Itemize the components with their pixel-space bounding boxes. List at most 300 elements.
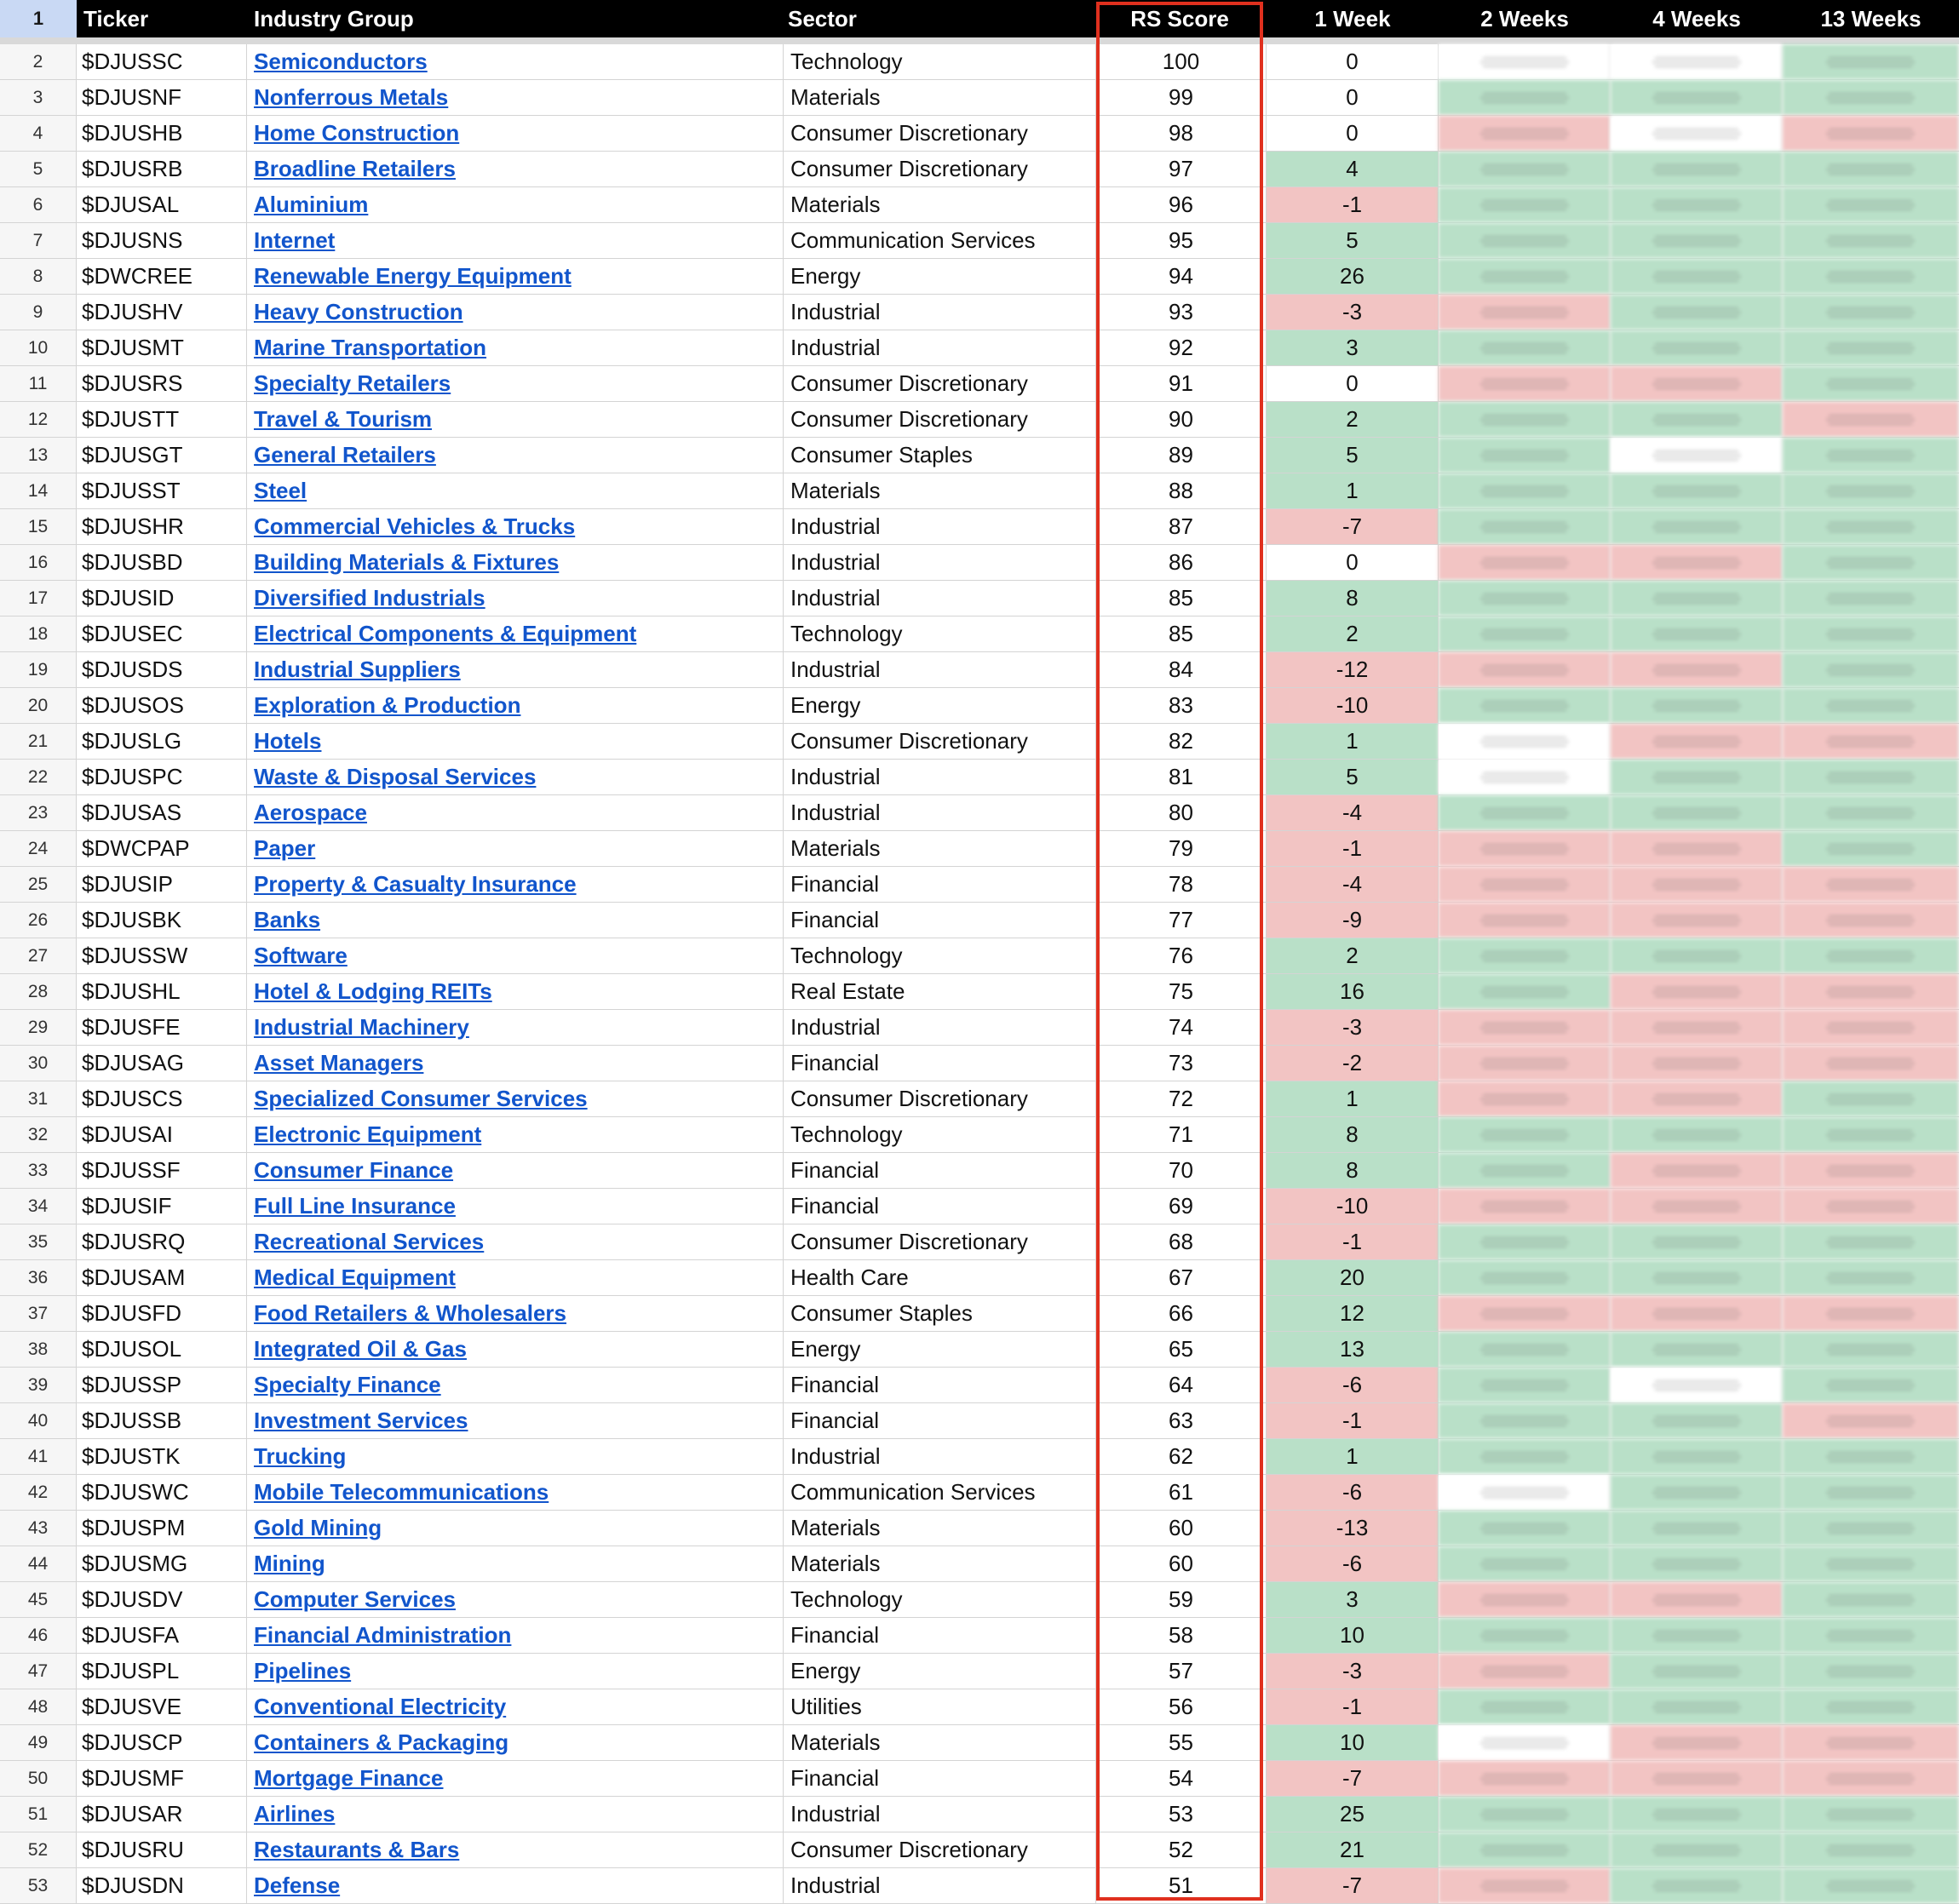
week-1-change-cell[interactable]: 8 — [1267, 581, 1439, 616]
industry-group-cell[interactable] — [247, 116, 784, 151]
ticker-cell[interactable]: $DJUSHB — [77, 116, 247, 151]
industry-group-link[interactable]: Computer Services — [254, 1586, 456, 1612]
sector-cell[interactable]: Materials — [784, 187, 1096, 222]
week-4-change-cell[interactable] — [1611, 152, 1783, 186]
week-13-change-cell[interactable] — [1783, 473, 1959, 508]
week-13-change-cell[interactable] — [1783, 1797, 1959, 1832]
sector-cell[interactable]: Industrial — [784, 795, 1096, 830]
rs-score-cell[interactable]: 64 — [1096, 1368, 1267, 1402]
week-1-change-cell[interactable]: -9 — [1267, 903, 1439, 938]
industry-group-link[interactable]: Defense — [254, 1872, 341, 1898]
industry-group-cell[interactable] — [247, 1582, 784, 1617]
ticker-cell[interactable]: $DJUSTK — [77, 1439, 247, 1474]
week-1-change-cell[interactable]: 5 — [1267, 760, 1439, 794]
week-4-change-cell[interactable] — [1611, 1582, 1783, 1617]
column-header-rs-score[interactable]: RS Score — [1130, 6, 1229, 32]
week-1-change-cell[interactable]: -7 — [1267, 1868, 1439, 1903]
week-2-change-cell[interactable] — [1439, 1010, 1611, 1045]
ticker-cell[interactable]: $DWCPAP — [77, 831, 247, 866]
week-2-change-cell[interactable] — [1439, 867, 1611, 902]
industry-group-cell[interactable] — [247, 1296, 784, 1331]
ticker-cell[interactable]: $DJUSVE — [77, 1689, 247, 1724]
rs-score-cell[interactable]: 95 — [1096, 223, 1267, 258]
industry-group-link[interactable]: Specialty Finance — [254, 1372, 441, 1397]
week-13-change-cell[interactable] — [1783, 509, 1959, 544]
rs-score-cell[interactable]: 76 — [1096, 938, 1267, 973]
industry-group-cell[interactable] — [247, 867, 784, 902]
sector-cell[interactable]: Financial — [784, 1403, 1096, 1438]
row-number[interactable]: 17 — [0, 581, 77, 616]
week-13-change-cell[interactable] — [1783, 1439, 1959, 1474]
week-13-change-cell[interactable] — [1783, 1296, 1959, 1331]
week-2-change-cell[interactable] — [1439, 259, 1611, 294]
week-1-change-cell[interactable]: 0 — [1267, 44, 1439, 79]
week-1-change-cell[interactable]: 13 — [1267, 1332, 1439, 1367]
rs-score-cell[interactable]: 61 — [1096, 1475, 1267, 1510]
industry-group-cell[interactable] — [247, 366, 784, 401]
rs-score-cell[interactable]: 83 — [1096, 688, 1267, 723]
rs-score-cell[interactable]: 87 — [1096, 509, 1267, 544]
industry-group-link[interactable]: Pipelines — [254, 1658, 352, 1683]
week-2-change-cell[interactable] — [1439, 581, 1611, 616]
week-1-change-cell[interactable]: 0 — [1267, 366, 1439, 401]
week-4-change-cell[interactable] — [1611, 438, 1783, 473]
industry-group-link[interactable]: Renewable Energy Equipment — [254, 263, 572, 289]
week-1-change-cell[interactable]: -10 — [1267, 688, 1439, 723]
week-2-change-cell[interactable] — [1439, 1689, 1611, 1724]
sector-cell[interactable]: Materials — [784, 1725, 1096, 1760]
week-1-change-cell[interactable]: 2 — [1267, 402, 1439, 437]
industry-group-cell[interactable] — [247, 1475, 784, 1510]
week-1-change-cell[interactable]: 26 — [1267, 259, 1439, 294]
week-13-change-cell[interactable] — [1783, 974, 1959, 1009]
week-1-change-cell[interactable]: 2 — [1267, 938, 1439, 973]
week-4-change-cell[interactable] — [1611, 1189, 1783, 1224]
column-header-industry-group[interactable]: Industry Group — [254, 6, 414, 32]
week-2-change-cell[interactable] — [1439, 1153, 1611, 1188]
week-4-change-cell[interactable] — [1611, 1868, 1783, 1903]
industry-group-link[interactable]: Building Materials & Fixtures — [254, 549, 560, 575]
week-4-change-cell[interactable] — [1611, 80, 1783, 115]
week-4-change-cell[interactable] — [1611, 1439, 1783, 1474]
sector-cell[interactable]: Industrial — [784, 1439, 1096, 1474]
week-2-change-cell[interactable] — [1439, 1797, 1611, 1832]
ticker-cell[interactable]: $DJUSRS — [77, 366, 247, 401]
row-number[interactable]: 16 — [0, 545, 77, 580]
ticker-cell[interactable]: $DJUSPC — [77, 760, 247, 794]
rs-score-cell[interactable]: 73 — [1096, 1046, 1267, 1081]
week-4-change-cell[interactable] — [1611, 974, 1783, 1009]
sector-cell[interactable]: Financial — [784, 1368, 1096, 1402]
rs-score-cell[interactable]: 93 — [1096, 295, 1267, 330]
row-number[interactable]: 20 — [0, 688, 77, 723]
week-2-change-cell[interactable] — [1439, 1368, 1611, 1402]
rs-score-cell[interactable]: 78 — [1096, 867, 1267, 902]
row-number[interactable]: 40 — [0, 1403, 77, 1438]
week-13-change-cell[interactable] — [1783, 724, 1959, 759]
sector-cell[interactable]: Consumer Discretionary — [784, 1832, 1096, 1867]
row-number[interactable]: 52 — [0, 1832, 77, 1867]
week-13-change-cell[interactable] — [1783, 1403, 1959, 1438]
week-2-change-cell[interactable] — [1439, 1224, 1611, 1259]
industry-group-link[interactable]: Travel & Tourism — [254, 406, 433, 432]
ticker-cell[interactable]: $DJUSEC — [77, 617, 247, 651]
week-2-change-cell[interactable] — [1439, 402, 1611, 437]
industry-group-link[interactable]: Containers & Packaging — [254, 1729, 509, 1755]
week-4-change-cell[interactable] — [1611, 1546, 1783, 1581]
industry-group-cell[interactable] — [247, 80, 784, 115]
week-1-change-cell[interactable]: 0 — [1267, 116, 1439, 151]
rs-score-cell[interactable]: 82 — [1096, 724, 1267, 759]
ticker-cell[interactable]: $DJUSMT — [77, 330, 247, 365]
week-13-change-cell[interactable] — [1783, 867, 1959, 902]
ticker-cell[interactable]: $DJUSNS — [77, 223, 247, 258]
week-13-change-cell[interactable] — [1783, 116, 1959, 151]
industry-group-link[interactable]: Asset Managers — [254, 1050, 424, 1075]
industry-group-cell[interactable] — [247, 1618, 784, 1653]
industry-group-cell[interactable] — [247, 1081, 784, 1116]
industry-group-cell[interactable] — [247, 295, 784, 330]
week-2-change-cell[interactable] — [1439, 1081, 1611, 1116]
sector-cell[interactable]: Materials — [784, 473, 1096, 508]
rs-score-cell[interactable]: 63 — [1096, 1403, 1267, 1438]
industry-group-cell[interactable] — [247, 795, 784, 830]
ticker-cell[interactable]: $DJUSST — [77, 473, 247, 508]
industry-group-cell[interactable] — [247, 974, 784, 1009]
ticker-cell[interactable]: $DJUSFA — [77, 1618, 247, 1653]
week-1-change-cell[interactable]: -13 — [1267, 1511, 1439, 1546]
ticker-cell[interactable]: $DJUSWC — [77, 1475, 247, 1510]
week-1-change-cell[interactable]: 1 — [1267, 1081, 1439, 1116]
rs-score-cell[interactable]: 74 — [1096, 1010, 1267, 1045]
row-number[interactable]: 27 — [0, 938, 77, 973]
industry-group-link[interactable]: Semiconductors — [254, 49, 428, 74]
industry-group-cell[interactable] — [247, 617, 784, 651]
sector-cell[interactable]: Financial — [784, 867, 1096, 902]
industry-group-cell[interactable] — [247, 1546, 784, 1581]
week-4-change-cell[interactable] — [1611, 1725, 1783, 1760]
industry-group-cell[interactable] — [247, 223, 784, 258]
column-header-1-week[interactable]: 1 Week — [1314, 6, 1391, 32]
ticker-cell[interactable]: $DJUSFE — [77, 1010, 247, 1045]
row-number[interactable]: 50 — [0, 1761, 77, 1796]
week-2-change-cell[interactable] — [1439, 1654, 1611, 1689]
week-13-change-cell[interactable] — [1783, 545, 1959, 580]
industry-group-link[interactable]: Banks — [254, 907, 321, 932]
row-number[interactable]: 23 — [0, 795, 77, 830]
industry-group-cell[interactable] — [247, 1511, 784, 1546]
sector-cell[interactable]: Utilities — [784, 1689, 1096, 1724]
week-2-change-cell[interactable] — [1439, 152, 1611, 186]
week-13-change-cell[interactable] — [1783, 1511, 1959, 1546]
industry-group-cell[interactable] — [247, 1439, 784, 1474]
ticker-cell[interactable]: $DJUSHR — [77, 509, 247, 544]
ticker-cell[interactable]: $DJUSDN — [77, 1868, 247, 1903]
ticker-cell[interactable]: $DWCREE — [77, 259, 247, 294]
week-2-change-cell[interactable] — [1439, 223, 1611, 258]
rs-score-cell[interactable]: 99 — [1096, 80, 1267, 115]
industry-group-link[interactable]: Paper — [254, 835, 316, 861]
ticker-cell[interactable]: $DJUSOS — [77, 688, 247, 723]
rs-score-cell[interactable]: 53 — [1096, 1797, 1267, 1832]
ticker-cell[interactable]: $DJUSSP — [77, 1368, 247, 1402]
row-number[interactable]: 41 — [0, 1439, 77, 1474]
industry-group-cell[interactable] — [247, 44, 784, 79]
row-number[interactable]: 12 — [0, 402, 77, 437]
week-13-change-cell[interactable] — [1783, 938, 1959, 973]
sector-cell[interactable]: Consumer Discretionary — [784, 724, 1096, 759]
week-4-change-cell[interactable] — [1611, 223, 1783, 258]
week-1-change-cell[interactable]: 4 — [1267, 152, 1439, 186]
rs-score-cell[interactable]: 88 — [1096, 473, 1267, 508]
week-1-change-cell[interactable]: 10 — [1267, 1618, 1439, 1653]
sector-cell[interactable]: Industrial — [784, 1010, 1096, 1045]
week-1-change-cell[interactable]: -1 — [1267, 1689, 1439, 1724]
week-2-change-cell[interactable] — [1439, 795, 1611, 830]
ticker-cell[interactable]: $DJUSCS — [77, 1081, 247, 1116]
week-13-change-cell[interactable] — [1783, 259, 1959, 294]
row-number[interactable]: 43 — [0, 1511, 77, 1546]
sector-cell[interactable]: Financial — [784, 1761, 1096, 1796]
industry-group-link[interactable]: Heavy Construction — [254, 299, 463, 324]
industry-group-link[interactable]: Steel — [254, 478, 307, 503]
week-1-change-cell[interactable]: 16 — [1267, 974, 1439, 1009]
row-number[interactable]: 35 — [0, 1224, 77, 1259]
sector-cell[interactable]: Consumer Staples — [784, 1296, 1096, 1331]
sector-cell[interactable]: Communication Services — [784, 1475, 1096, 1510]
week-13-change-cell[interactable] — [1783, 1260, 1959, 1295]
row-number[interactable]: 6 — [0, 187, 77, 222]
row-number[interactable]: 29 — [0, 1010, 77, 1045]
week-2-change-cell[interactable] — [1439, 80, 1611, 115]
row-number[interactable]: 24 — [0, 831, 77, 866]
industry-group-link[interactable]: Consumer Finance — [254, 1157, 454, 1183]
week-4-change-cell[interactable] — [1611, 581, 1783, 616]
rs-score-cell[interactable]: 80 — [1096, 795, 1267, 830]
week-2-change-cell[interactable] — [1439, 1725, 1611, 1760]
ticker-cell[interactable]: $DJUSSF — [77, 1153, 247, 1188]
rs-score-cell[interactable]: 70 — [1096, 1153, 1267, 1188]
week-13-change-cell[interactable] — [1783, 1224, 1959, 1259]
industry-group-cell[interactable] — [247, 581, 784, 616]
industry-group-cell[interactable] — [247, 330, 784, 365]
week-1-change-cell[interactable]: 1 — [1267, 724, 1439, 759]
week-1-change-cell[interactable]: 25 — [1267, 1797, 1439, 1832]
week-4-change-cell[interactable] — [1611, 509, 1783, 544]
week-1-change-cell[interactable]: -2 — [1267, 1046, 1439, 1081]
week-2-change-cell[interactable] — [1439, 938, 1611, 973]
row-number[interactable]: 26 — [0, 903, 77, 938]
week-13-change-cell[interactable] — [1783, 760, 1959, 794]
industry-group-cell[interactable] — [247, 1332, 784, 1367]
row-number[interactable]: 32 — [0, 1117, 77, 1152]
row-number[interactable]: 44 — [0, 1546, 77, 1581]
week-1-change-cell[interactable]: -6 — [1267, 1475, 1439, 1510]
week-13-change-cell[interactable] — [1783, 1582, 1959, 1617]
rs-score-cell[interactable]: 66 — [1096, 1296, 1267, 1331]
week-13-change-cell[interactable] — [1783, 1010, 1959, 1045]
sector-cell[interactable]: Industrial — [784, 330, 1096, 365]
week-1-change-cell[interactable]: 3 — [1267, 330, 1439, 365]
ticker-cell[interactable]: $DJUSRB — [77, 152, 247, 186]
week-2-change-cell[interactable] — [1439, 688, 1611, 723]
week-13-change-cell[interactable] — [1783, 187, 1959, 222]
week-4-change-cell[interactable] — [1611, 795, 1783, 830]
ticker-cell[interactable]: $DJUSBK — [77, 903, 247, 938]
industry-group-link[interactable]: Electronic Equipment — [254, 1121, 482, 1147]
industry-group-link[interactable]: Broadline Retailers — [254, 156, 456, 181]
week-1-change-cell[interactable]: -1 — [1267, 187, 1439, 222]
week-4-change-cell[interactable] — [1611, 1010, 1783, 1045]
industry-group-link[interactable]: Exploration & Production — [254, 692, 521, 718]
row-number[interactable]: 39 — [0, 1368, 77, 1402]
row-number[interactable]: 19 — [0, 652, 77, 687]
rs-score-cell[interactable]: 85 — [1096, 581, 1267, 616]
industry-group-cell[interactable] — [247, 1189, 784, 1224]
sector-cell[interactable]: Consumer Discretionary — [784, 1081, 1096, 1116]
industry-group-cell[interactable] — [247, 1153, 784, 1188]
sector-cell[interactable]: Consumer Discretionary — [784, 152, 1096, 186]
week-13-change-cell[interactable] — [1783, 1189, 1959, 1224]
week-13-change-cell[interactable] — [1783, 1153, 1959, 1188]
week-4-change-cell[interactable] — [1611, 545, 1783, 580]
industry-group-link[interactable]: Specialty Retailers — [254, 370, 451, 396]
week-1-change-cell[interactable]: -3 — [1267, 295, 1439, 330]
rs-score-cell[interactable]: 92 — [1096, 330, 1267, 365]
sector-cell[interactable]: Financial — [784, 1046, 1096, 1081]
sector-cell[interactable]: Consumer Staples — [784, 438, 1096, 473]
rs-score-cell[interactable]: 55 — [1096, 1725, 1267, 1760]
week-2-change-cell[interactable] — [1439, 617, 1611, 651]
row-number[interactable]: 25 — [0, 867, 77, 902]
rs-score-cell[interactable]: 67 — [1096, 1260, 1267, 1295]
industry-group-link[interactable]: Airlines — [254, 1801, 336, 1827]
week-2-change-cell[interactable] — [1439, 903, 1611, 938]
industry-group-cell[interactable] — [247, 187, 784, 222]
rs-score-cell[interactable]: 94 — [1096, 259, 1267, 294]
sector-cell[interactable]: Financial — [784, 1618, 1096, 1653]
industry-group-link[interactable]: Recreational Services — [254, 1229, 485, 1254]
week-2-change-cell[interactable] — [1439, 1260, 1611, 1295]
sector-cell[interactable]: Energy — [784, 259, 1096, 294]
week-13-change-cell[interactable] — [1783, 652, 1959, 687]
week-4-change-cell[interactable] — [1611, 831, 1783, 866]
week-1-change-cell[interactable]: -6 — [1267, 1368, 1439, 1402]
week-13-change-cell[interactable] — [1783, 366, 1959, 401]
week-2-change-cell[interactable] — [1439, 116, 1611, 151]
week-13-change-cell[interactable] — [1783, 223, 1959, 258]
row-number[interactable]: 21 — [0, 724, 77, 759]
week-13-change-cell[interactable] — [1783, 1475, 1959, 1510]
industry-group-cell[interactable] — [247, 1117, 784, 1152]
week-13-change-cell[interactable] — [1783, 831, 1959, 866]
week-2-change-cell[interactable] — [1439, 1403, 1611, 1438]
industry-group-link[interactable]: Mortgage Finance — [254, 1765, 444, 1791]
row-number[interactable]: 8 — [0, 259, 77, 294]
week-4-change-cell[interactable] — [1611, 116, 1783, 151]
rs-score-cell[interactable]: 56 — [1096, 1689, 1267, 1724]
week-4-change-cell[interactable] — [1611, 760, 1783, 794]
industry-group-link[interactable]: Conventional Electricity — [254, 1694, 507, 1719]
column-header-sector[interactable]: Sector — [788, 6, 857, 32]
week-2-change-cell[interactable] — [1439, 44, 1611, 79]
sector-cell[interactable]: Energy — [784, 1654, 1096, 1689]
ticker-cell[interactable]: $DJUSMG — [77, 1546, 247, 1581]
week-2-change-cell[interactable] — [1439, 974, 1611, 1009]
week-1-change-cell[interactable]: -4 — [1267, 867, 1439, 902]
ticker-cell[interactable]: $DJUSAL — [77, 187, 247, 222]
industry-group-cell[interactable] — [247, 1832, 784, 1867]
week-4-change-cell[interactable] — [1611, 1296, 1783, 1331]
week-1-change-cell[interactable]: 12 — [1267, 1296, 1439, 1331]
rs-score-cell[interactable]: 100 — [1096, 44, 1267, 79]
week-13-change-cell[interactable] — [1783, 1332, 1959, 1367]
sector-cell[interactable]: Materials — [784, 1511, 1096, 1546]
week-4-change-cell[interactable] — [1611, 366, 1783, 401]
industry-group-cell[interactable] — [247, 1046, 784, 1081]
week-13-change-cell[interactable] — [1783, 152, 1959, 186]
row-number[interactable]: 13 — [0, 438, 77, 473]
week-2-change-cell[interactable] — [1439, 1868, 1611, 1903]
week-2-change-cell[interactable] — [1439, 1618, 1611, 1653]
sector-cell[interactable]: Technology — [784, 617, 1096, 651]
week-2-change-cell[interactable] — [1439, 295, 1611, 330]
industry-group-cell[interactable] — [247, 438, 784, 473]
industry-group-link[interactable]: Aluminium — [254, 192, 369, 217]
row-number[interactable]: 5 — [0, 152, 77, 186]
rs-score-cell[interactable]: 75 — [1096, 974, 1267, 1009]
industry-group-cell[interactable] — [247, 1224, 784, 1259]
week-1-change-cell[interactable]: 5 — [1267, 438, 1439, 473]
week-4-change-cell[interactable] — [1611, 259, 1783, 294]
week-13-change-cell[interactable] — [1783, 1046, 1959, 1081]
industry-group-cell[interactable] — [247, 509, 784, 544]
sector-cell[interactable]: Industrial — [784, 1868, 1096, 1903]
industry-group-link[interactable]: Diversified Industrials — [254, 585, 485, 611]
rs-score-cell[interactable]: 68 — [1096, 1224, 1267, 1259]
rs-score-cell[interactable]: 91 — [1096, 366, 1267, 401]
industry-group-link[interactable]: Hotel & Lodging REITs — [254, 978, 492, 1004]
industry-group-link[interactable]: Food Retailers & Wholesalers — [254, 1300, 566, 1326]
industry-group-link[interactable]: Internet — [254, 227, 336, 253]
week-1-change-cell[interactable]: -10 — [1267, 1189, 1439, 1224]
week-4-change-cell[interactable] — [1611, 1689, 1783, 1724]
week-4-change-cell[interactable] — [1611, 652, 1783, 687]
rs-score-cell[interactable]: 71 — [1096, 1117, 1267, 1152]
sector-cell[interactable]: Industrial — [784, 760, 1096, 794]
industry-group-link[interactable]: Waste & Disposal Services — [254, 764, 537, 789]
week-2-change-cell[interactable] — [1439, 330, 1611, 365]
industry-group-cell[interactable] — [247, 1868, 784, 1903]
row-number[interactable]: 45 — [0, 1582, 77, 1617]
row-number[interactable]: 51 — [0, 1797, 77, 1832]
week-4-change-cell[interactable] — [1611, 330, 1783, 365]
sector-cell[interactable]: Industrial — [784, 509, 1096, 544]
rs-score-cell[interactable]: 98 — [1096, 116, 1267, 151]
week-13-change-cell[interactable] — [1783, 295, 1959, 330]
industry-group-link[interactable]: Financial Administration — [254, 1622, 512, 1648]
row-number[interactable]: 9 — [0, 295, 77, 330]
industry-group-link[interactable]: Industrial Suppliers — [254, 657, 461, 682]
week-1-change-cell[interactable]: 20 — [1267, 1260, 1439, 1295]
industry-group-cell[interactable] — [247, 545, 784, 580]
week-13-change-cell[interactable] — [1783, 617, 1959, 651]
industry-group-cell[interactable] — [247, 831, 784, 866]
ticker-cell[interactable]: $DJUSAI — [77, 1117, 247, 1152]
week-4-change-cell[interactable] — [1611, 1654, 1783, 1689]
row-number[interactable]: 36 — [0, 1260, 77, 1295]
week-2-change-cell[interactable] — [1439, 187, 1611, 222]
